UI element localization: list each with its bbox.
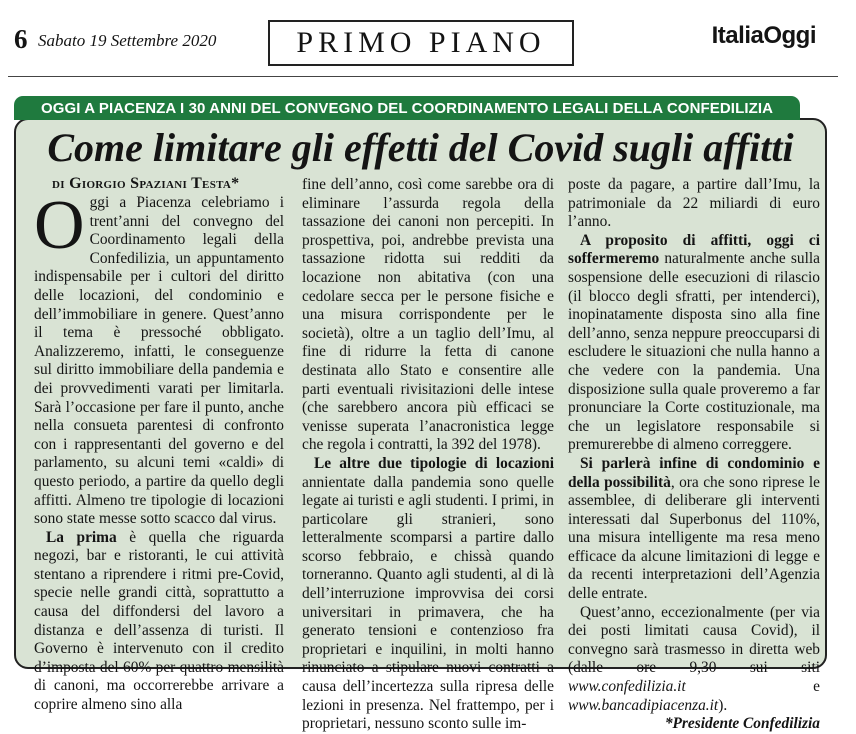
paragraph [568, 604, 820, 716]
drop-cap: O [34, 187, 85, 264]
paragraph-text: è quella che riguarda negozi, bar e ristoranti, le cui attività stentano a riprendere i ritmi pre-Covid, specie nelle grandi città, soprattutto a causa del diffondersi del lavoro a distanza e dell’assenza di turisti. Il Governo è intervenuto con il credito d’imposta del 60% per quattro mensilità di canoni, ma occorrerebbe arrivare a coprire almeno sino alla [34, 528, 284, 714]
paragraph [568, 232, 820, 455]
newspaper-logo: ItaliaOggi [711, 22, 816, 49]
paragraph-lead: Si parlerà infine di condominio e della possibilità [568, 454, 820, 491]
kicker-text: OGGI A PIACENZA I 30 ANNI DEL CONVEGNO DEL COORDINAMENTO LEGALI DELLA CONFEDILIZIA [40, 99, 774, 117]
paragraph-lead: Le altre due tipologie di locazioni [314, 454, 554, 472]
paragraph-text: naturalmente anche sulla sospensione delle esecuzioni di rilascio (il blocco degli sfratti, per intenderci), inopinatamente disposta sino alla fine dell’anno, senza neppure preoccuparsi di escludere le situazioni che nulla hanno a che vedere con la pandemia. Una disposizione sulla quale proveremo a far pronunciare la Corte costituzionale, ma che un legislatore responsabile si premurerebbe di almeno correggere. [568, 250, 820, 454]
author-signature: *Presidente Confedilizia [664, 715, 820, 733]
paragraph [34, 187, 284, 529]
paragraph [568, 455, 820, 604]
article-column-2 [302, 176, 554, 734]
paragraph-text: , ora che sono riprese le assemblee, di deliberare gli interventi interessati dal Superbonus del 110%, una misura intelligente ma resa meno efficace da alcune limitazioni di legge e da recenti interpretazioni dell’Agenzia delle entrate. [568, 473, 820, 603]
article-column-3 [568, 176, 820, 734]
header-rule [8, 76, 838, 77]
kicker-banner [14, 96, 800, 120]
article-column-1 [34, 187, 284, 715]
paragraph [34, 529, 284, 715]
website-link-confedilizia[interactable]: www.confedilizia.it [568, 678, 686, 696]
headline: Come limitare gli effetti del Covid sugli affitti [47, 125, 794, 170]
paragraph-text: ggi a Piacenza celebriamo i trent’anni del convegno del Coordinamento legali della Confedilizia, un appuntamento indispensabile per i cultori del diritto delle locazioni, del condominio e dell’immobiliare in genere. Quest’anno il tema è pressoché obbligato. Analizzeremo, infatti, le conseguenze sul diritto immobiliare della pandemia e dei provvedimenti varati per limitarla. Sarà l’occasione per fare il punto, anche nella consueta parentesi di confronto con i rappresentanti del governo e del parlamento, su alcuni temi «caldi» di questo periodo, a partire da quello degli affitti. Almeno tre tipologie di locazioni sono state messe sotto scacco dal virus. [34, 194, 284, 528]
section-title-box [268, 20, 574, 66]
paragraph-text: ). [718, 696, 728, 714]
page-number: 6 [14, 24, 28, 54]
paragraph [302, 455, 554, 734]
paragraph: fine dell’anno, così come sarebbe ora di eliminare l’assurda regola della tassazione dei canoni non percepiti. In prospettiva, poi, andrebbe prevista una tassazione ridotta sui redditi da locazione non abitativa (con una cedolare secca per le persone fisiche e una misura corrispondente per le società), oltre a un taglio dell’Imu, al fine di ridurre la fetta di canone destinata allo Stato e consentire alle parti eventuali rivisitazioni delle intese (che sarebbero ancora più efficaci se venisse superata l’anacronistica legge che regola i contratti, la 392 del 1978). [302, 176, 554, 454]
paragraph-text: Quest’anno, eccezionalmente (per via dei posti limitati causa Covid), il convegno sarà trasmesso in diretta web (dalle ore 9,30 sui siti [568, 603, 820, 677]
issue-date: Sabato 19 Settembre 2020 [38, 31, 217, 50]
page-header [0, 0, 856, 84]
section-title: PRIMO PIANO [296, 26, 546, 59]
byline: di Giorgio Spaziani Testa* [52, 175, 240, 192]
paragraph: poste da pagare, a partire dall’Imu, la patrimoniale da 22 miliardi di euro l’anno. [568, 176, 820, 231]
paragraph-lead: La prima [46, 528, 117, 546]
paragraph-lead: A proposito di affitti, oggi ci soffermeremo [568, 231, 820, 268]
website-link-bancadipiacenza[interactable]: www.bancadipiacenza.it [568, 696, 719, 714]
paragraph-text: e [685, 678, 820, 696]
paragraph-text: annientate dalla pandemia sono quelle legate ai turisti e agli studenti. I primi, in particolare gli stranieri, sono letteralmente scomparsi a partire dallo scorso febbraio, e chissà quando torneranno. Quanto agli studenti, al di là dell’interruzione improvvisa dei corsi universitari in primavera, che ha generato tensioni e contenzioso fra proprietari e inquilini, in molti hanno rinunciato a stipulare nuovi contratti a causa dell’incertezza sulla ripresa delle lezioni in presenza. Nel frattempo, per i proprietari, nessuno sconto sulle im- [302, 473, 554, 733]
